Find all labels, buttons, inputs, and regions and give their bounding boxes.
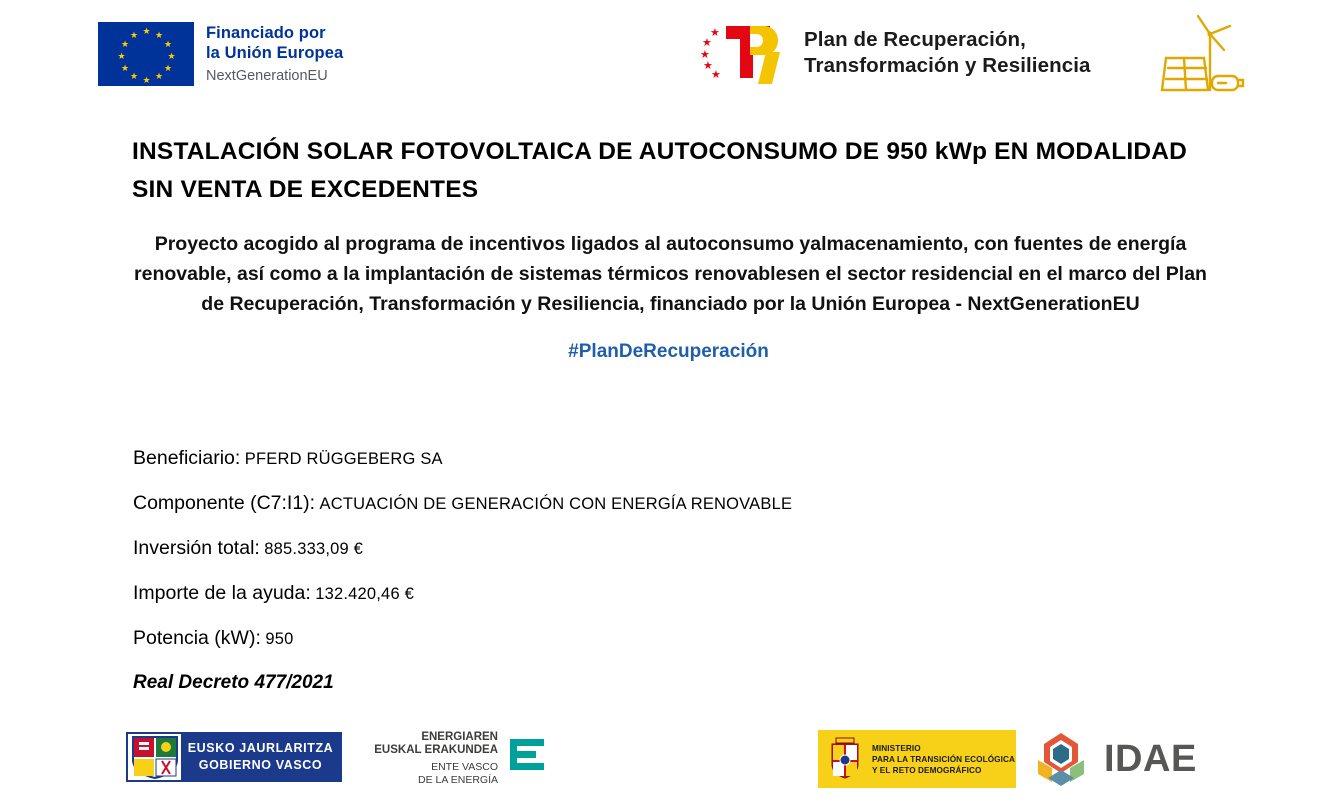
field-beneficiario [133, 447, 1233, 470]
field-inversion-total [133, 537, 1233, 560]
field-label: Beneficiario: [133, 447, 241, 469]
plan-recuperacion-logo [700, 20, 1091, 86]
gv-line-2: GOBIERNO VASCO [198, 758, 323, 772]
prtr-mark-icon [700, 20, 782, 86]
eu-line-1: Financiado por [206, 24, 326, 42]
eve-line-3: ENTE VASCO [431, 761, 498, 773]
project-description: Proyecto acogido al programa de incentivos ligados al autoconsumo yalmacenamiento, con fuentes de energía renovable, así como a la implantación de sistemas térmicos renovablesen el sector residencial en el marco del Plan de Recuperación, Transformación y Resiliencia, financiado por la Unión Europea - NextGenerationEU [134, 233, 1207, 315]
prtr-letter-r [750, 26, 778, 78]
gobierno-vasco-text [181, 734, 340, 780]
prtr-logo-text [804, 27, 1091, 79]
ministerio-transicion-ecologica-logo [818, 730, 1016, 788]
eu-flag-icon: ★ ★ ★ ★ ★ ★ ★ ★ ★ ★ ★ ★ [98, 22, 194, 86]
field-value: 132.420,46 € [315, 585, 414, 603]
field-label: Importe de la ayuda: [133, 582, 311, 604]
field-value: 950 [265, 630, 294, 648]
eu-line-3: NextGenerationEU [206, 68, 328, 84]
field-value: ACTUACIÓN DE GENERACIÓN CON ENERGÍA RENOVABLE [319, 495, 793, 513]
field-label: Potencia (kW): [133, 627, 261, 649]
eu-funding-logo [98, 22, 343, 86]
basque-coat-of-arms-icon [129, 734, 181, 780]
eve-line-2: EUSKAL ERAKUNDEA [374, 744, 498, 756]
prtr-letter-r-counter [750, 34, 763, 47]
eve-line-1: ENERGIAREN [421, 731, 498, 743]
footer-logo-band [0, 722, 1337, 810]
prtr-line-2: Transformación y Resiliencia [804, 54, 1091, 77]
eu-funding-text [206, 22, 343, 86]
header-band [0, 0, 1337, 110]
min-line-3: Y EL RETO DEMOGRÁFICO [872, 765, 982, 775]
gv-line-1: EUSKO JAURLARITZA [187, 741, 334, 755]
spain-coat-of-arms-icon [824, 736, 866, 782]
field-value: 885.333,09 € [264, 540, 364, 558]
prtr-stars-icon: ★ ★ ★ ★ ★ [700, 27, 721, 81]
hashtag-label: #PlanDeRecuperación [568, 341, 769, 362]
project-details-list [133, 447, 1233, 716]
page-title: INSTALACIÓN SOLAR FOTOVOLTAICA DE AUTOCONSUMO DE 950 kWp EN MODALIDAD SIN VENTA DE EXCEDENTES [132, 138, 1188, 203]
field-importe-ayuda [133, 582, 1233, 605]
eve-text [352, 731, 498, 787]
eu-line-2: la Unión Europea [206, 44, 344, 62]
prtr-letter-r-leg [758, 52, 780, 84]
idae-wordmark: IDAE [1104, 738, 1197, 780]
gobierno-vasco-logo [126, 732, 342, 782]
field-label: Inversión total: [133, 537, 260, 559]
ministerio-text [872, 743, 1015, 776]
wind-turbine-solar-panel-icon [1150, 14, 1250, 98]
min-line-2: PARA LA TRANSICIÓN ECOLÓGICA [872, 754, 1016, 764]
eve-line-4: DE LA ENERGÍA [418, 774, 498, 786]
eve-emblem-icon [506, 737, 552, 781]
ente-vasco-energia-logo [352, 730, 552, 788]
idae-logo [1030, 728, 1230, 790]
prtr-line-1: Plan de Recuperación, [804, 28, 1026, 51]
min-line-1: MINISTERIO [872, 743, 921, 753]
field-label: Componente (C7:I1): [133, 492, 316, 514]
field-componente [133, 492, 1233, 515]
idae-emblem-icon [1030, 730, 1092, 788]
field-value: PFERD RÜGGEBERG SA [244, 450, 443, 468]
legal-reference: Real Decreto 477/2021 [133, 672, 334, 693]
field-potencia [133, 627, 1233, 650]
